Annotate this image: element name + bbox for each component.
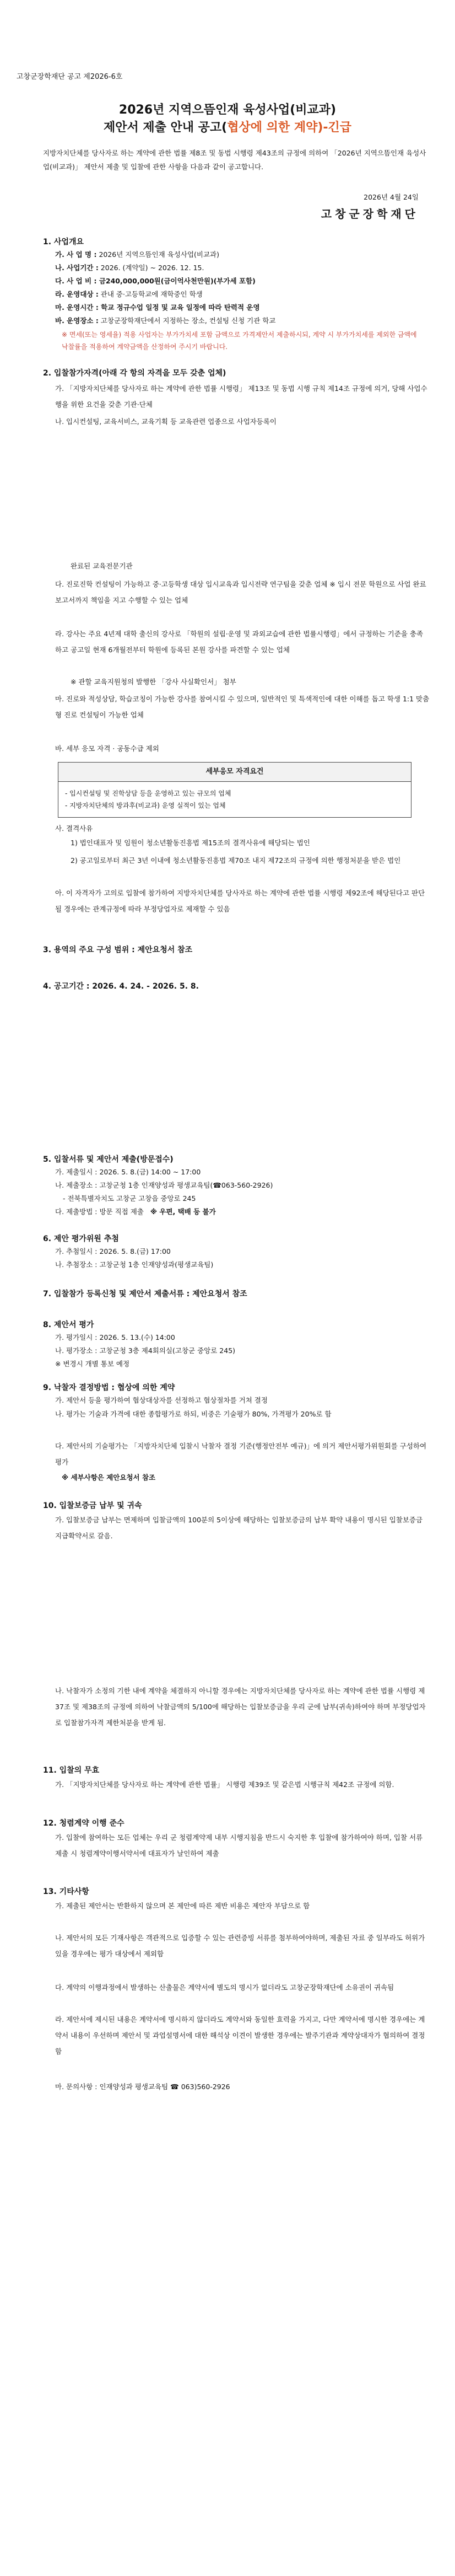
box-heading: 세부응모 자격요건	[58, 763, 411, 782]
award-method-a: 가. 제안서 등을 평가하여 협상대상자를 선정하고 협상절차를 거쳐 결정	[55, 1396, 268, 1404]
award-note: ※ 세부사항은 제안요청서 참조	[62, 1473, 156, 1482]
qualification-c: 다. 진로진학 컨설팅이 가능하고 중·고등학생 대상 입시교육과 입시전략 연구팀을 갖춘 업체 ※ 입시 전문 학원으로 사업 완료 보고서까지 책임을 지고 수행할 수 있는 업체	[55, 580, 426, 604]
method-note: ※ 우편, 택배 등 불가	[150, 1208, 216, 1216]
qualification-a: 가. 「지방자치단체를 당사자로 하는 계약에 관한 법률 시행령」 제13조 및 동법 시행 규칙 제14조 규정에 의거, 당해 사업수행을 위한 요건을 갖춘 기관·단체	[55, 384, 427, 409]
qualification-b-cont: 완료된 교육전문기관	[71, 562, 133, 570]
notice-date: 2026년 4월 24일	[364, 193, 419, 201]
section-4-title: 4. 공고기간 : 2026. 4. 24. - 2026. 5. 8.	[43, 982, 199, 991]
row-value: 학교 정규수업 일정 및 교육 일정에 따라 탄력적 운영	[98, 303, 260, 312]
row-value: 금240,000,000원(금이억사천만원)(부가세 포함)	[96, 277, 256, 285]
box-line: - 지방자치단체의 방과후(비교과) 운영 실적이 있는 업체	[65, 802, 226, 809]
section-3-title: 3. 용역의 주요 구성 범위 : 제안요청서 참조	[43, 946, 193, 954]
row-value: 관내 중·고등학교에 재학중인 학생	[98, 290, 203, 298]
row-label: 마. 운영시간 :	[55, 303, 99, 312]
subtitle-suffix: )-긴급	[317, 121, 352, 135]
qualification-f: 바. 세부 응모 자격 · 공동수급 제외	[55, 744, 159, 753]
row-label: 바. 운영장소 :	[55, 316, 99, 325]
deposit-b: 나. 낙찰자가 소정의 기한 내에 계약을 체결하지 아니할 경우에는 지방자치단체를 당사자로 하는 계약에 관한 법률 시행령 제37조 및 제38조의 규정에 의하여 낙찰금액의 5/100에 해당하는 입찰보증금을 우리 군에 납부(귀속)하여야 하며 부정당업자로 입찰참가자격 제한처분을 받게 됨.	[55, 1687, 426, 1727]
etc-a: 가. 제출된 제안서는 반환하지 않으며 본 제안에 따른 제반 비용은 제안자 부담으로 함	[55, 1902, 310, 1910]
award-method-b: 나. 평가는 기술과 가격에 대한 종합평가로 하되, 비중은 기술평가 80%, 가격평가 20%로 함	[55, 1410, 332, 1418]
box-body	[58, 782, 411, 817]
award-method-c: 다. 제안서의 기술평가는 「지방자치단체 입찰시 낙찰자 결정 기준(행정안전부 예규)」에 의거 제안서평가위원회를 구성하여 평가	[55, 1442, 427, 1466]
submission-method	[55, 1205, 430, 1219]
operation-place-row	[55, 314, 430, 328]
section-12-title: 12. 청렴계약 이행 준수	[43, 1819, 124, 1828]
method-text: 다. 제출방법 : 방문 직접 제출	[55, 1208, 144, 1216]
section-7-title: 7. 입찰참가 등록신청 및 제안서 제출서류 : 제안요청서 참조	[43, 1290, 247, 1298]
notice-number: 고창군장학재단 공고 제2026-6호	[17, 73, 123, 81]
evaluation-note: ※ 변경시 개별 통보 예정	[55, 1360, 130, 1368]
submission-time: 가. 제출일시 : 2026. 5. 8.(금) 14:00 ~ 17:00	[55, 1168, 201, 1176]
subtitle-prefix: 제안서 제출 안내 공고(	[103, 121, 228, 135]
vat-note: ※ 면세(또는 영세율) 적용 사업자는 부가가치세 포함 금액으로 가격제안서 제출하시되, 계약 시 부가가치세를 제외한 금액에 낙찰률을 적용하여 계약금액을 산정하여 주시기 바랍니다.	[62, 331, 417, 351]
target-row	[55, 288, 430, 301]
deposit-a: 가. 입찰보증금 납부는 면제하며 입찰금액의 100분의 5이상에 해당하는 입찰보증금의 납부 확약 내용이 명시된 입찰보증금 지급확약서로 갈음.	[55, 1516, 423, 1540]
section-6-title: 6. 제안 평가위원 추첨	[43, 1235, 119, 1243]
draw-place: 나. 추첨장소 : 고창군청 1층 인재양성과(평생교육팀)	[55, 1260, 214, 1269]
draw-time: 가. 추첨일시 : 2026. 5. 8.(금) 17:00	[55, 1247, 171, 1255]
row-value: 고창군장학재단에서 지정하는 장소, 컨설팅 신청 기관 학교	[98, 316, 276, 325]
evaluation-place: 나. 평가장소 : 고창군청 3층 제4회의실(고창군 중앙로 245)	[55, 1346, 236, 1355]
section-5-title: 5. 입찰서류 및 제안서 제출(방문접수)	[43, 1155, 174, 1164]
disqualification-2: 2) 공고일로부터 최근 3년 이내에 청소년활동진흥법 제70조 내지 제72조의 규정에 의한 행정처분을 받은 법인	[71, 856, 401, 865]
qualification-b: 나. 입시컨설팅, 교육서비스, 교육기획 등 교육관련 업종으로 사업자등록이	[55, 417, 277, 426]
etc-d: 라. 제안서에 제시된 내용은 계약서에 명시하지 않더라도 계약서와 동일한 효력을 가지고, 다만 계약서에 명시한 경우에는 계약서 내용이 우선하며 제안서 및 과업설명서에 대한 해석상 이견이 발생한 경우에는 발주기관과 계약상대자가 협의하여 결정함	[55, 2015, 425, 2056]
submission-place: 나. 제출장소 : 고창군청 1층 인재양성과 평생교육팀(☎063-560-2926)	[55, 1181, 273, 1189]
document-subtitle	[0, 118, 455, 135]
section-11-title: 11. 입찰의 무효	[43, 1766, 100, 1775]
row-value: 2026년 지역으뜸인재 육성사업(비교과)	[96, 250, 220, 259]
submission-address: - 전북특별자치도 고창군 고창읍 중앙로 245	[63, 1194, 196, 1203]
row-label: 다. 사 업 비 :	[55, 277, 97, 285]
invalid-bid-a: 가. 「지방자치단체를 당사자로 하는 계약에 관한 법률」 시행령 제39조 및 같은법 시행규칙 제42조 규정에 의함.	[55, 1780, 394, 1789]
qualification-d-note: ※ 관할 교육지원청의 발행한 「강사 사실확인서」 첨부	[71, 678, 236, 686]
disqualification-title: 사. 결격사유	[55, 824, 93, 833]
qualification-e: 마. 진로와 적성상담, 학습코칭이 가능한 강사를 참여시킬 수 있으며, 일반적인 및 특색적인에 대한 이해를 돕고 학생 1:1 맞춤형 진로 컨설팅이 가능한 업체	[55, 695, 430, 719]
box-line: - 입시컨설팅 및 진학상담 등을 운영하고 있는 규모의 업체	[65, 790, 231, 797]
etc-c: 다. 계약의 이행과정에서 발생하는 산출물은 계약서에 별도의 명시가 없더라도 고창군장학재단에 소유권이 귀속됨	[55, 1983, 394, 1992]
qualification-box	[58, 762, 411, 818]
section-10-title: 10. 입찰보증금 납부 및 귀속	[43, 1501, 142, 1510]
project-period-row	[55, 261, 430, 275]
row-value: 2026. (계약일) ~ 2026. 12. 15.	[98, 264, 204, 272]
row-label: 라. 운영대상 :	[55, 290, 99, 298]
qualification-h: 아. 이 자격자가 고의로 입찰에 참가하여 지방자치단체를 당사자로 하는 계약에 관한 법률 시행령 제92조에 해당된다고 판단될 경우에는 관계규정에 따라 부정당업자로 제재할 수 있음	[55, 889, 425, 913]
section-8-title: 8. 제안서 평가	[43, 1321, 94, 1329]
subtitle-highlight: 협상에 의한 계약	[227, 121, 318, 135]
section-2-title: 2. 입찰참가자격(아래 각 항의 자격을 모두 갖춘 업체)	[43, 369, 226, 378]
section-1-title: 1. 사업개요	[43, 238, 84, 246]
etc-e: 마. 문의사항 : 인재양성과 평생교육팀 ☎ 063)560-2926	[55, 2083, 230, 2091]
integrity-a: 가. 입찰에 참여하는 모든 업체는 우리 군 청렴계약제 내부 시행지침을 반드시 숙지한 후 입찰에 참가하여야 하며, 입찰 서류 제출 시 청렴계약이행서약서에 대표자가 날인하여 제출	[55, 1833, 423, 1858]
section-13-title: 13. 기타사항	[43, 1887, 89, 1896]
project-name-row	[55, 248, 430, 261]
evaluation-time: 가. 평가일시 : 2026. 5. 13.(수) 14:00	[55, 1333, 175, 1341]
document-title: 2026년 지역으뜸인재 육성사업(비교과)	[118, 103, 337, 117]
qualification-d: 라. 강사는 주요 4년제 대학 출신의 강사로 「학원의 설립·운영 및 과외교습에 관한 법률시행령」에서 규정하는 기준을 충족하고 공고일 현재 6개월전부터 학원에 등록된 본원 강사를 파견할 수 있는 업체	[55, 630, 424, 654]
operation-time-row	[55, 301, 430, 314]
organization-name: 고창군장학재단	[321, 207, 419, 221]
row-label: 가. 사 업 명 :	[55, 250, 97, 259]
etc-b: 나. 제안서의 모든 기재사항은 객관적으로 입증할 수 있는 관련증빙 서류를 첨부하여야하며, 제출된 자료 중 일부라도 허위가 있을 경우에는 평가 대상에서 제외함	[55, 1934, 425, 1958]
row-label: 나. 사업기간 :	[55, 264, 99, 272]
section-9-title: 9. 낙찰자 결정방법 : 협상에 의한 계약	[43, 1383, 175, 1392]
intro-paragraph: 지방자치단체를 당사자로 하는 계약에 관한 법률 제8조 및 동법 시행령 제43조의 규정에 의하여 「2026년 지역으뜸인재 육성사업(비교과)」 제안서 제출 및 입찰에 관한 사항을 다음과 같이 공고합니다.	[43, 149, 426, 171]
disqualification-1: 1) 법인대표자 및 임원이 청소년활동진흥법 제15조의 결격사유에 해당되는 법인	[71, 839, 310, 847]
project-budget-row	[55, 275, 430, 288]
